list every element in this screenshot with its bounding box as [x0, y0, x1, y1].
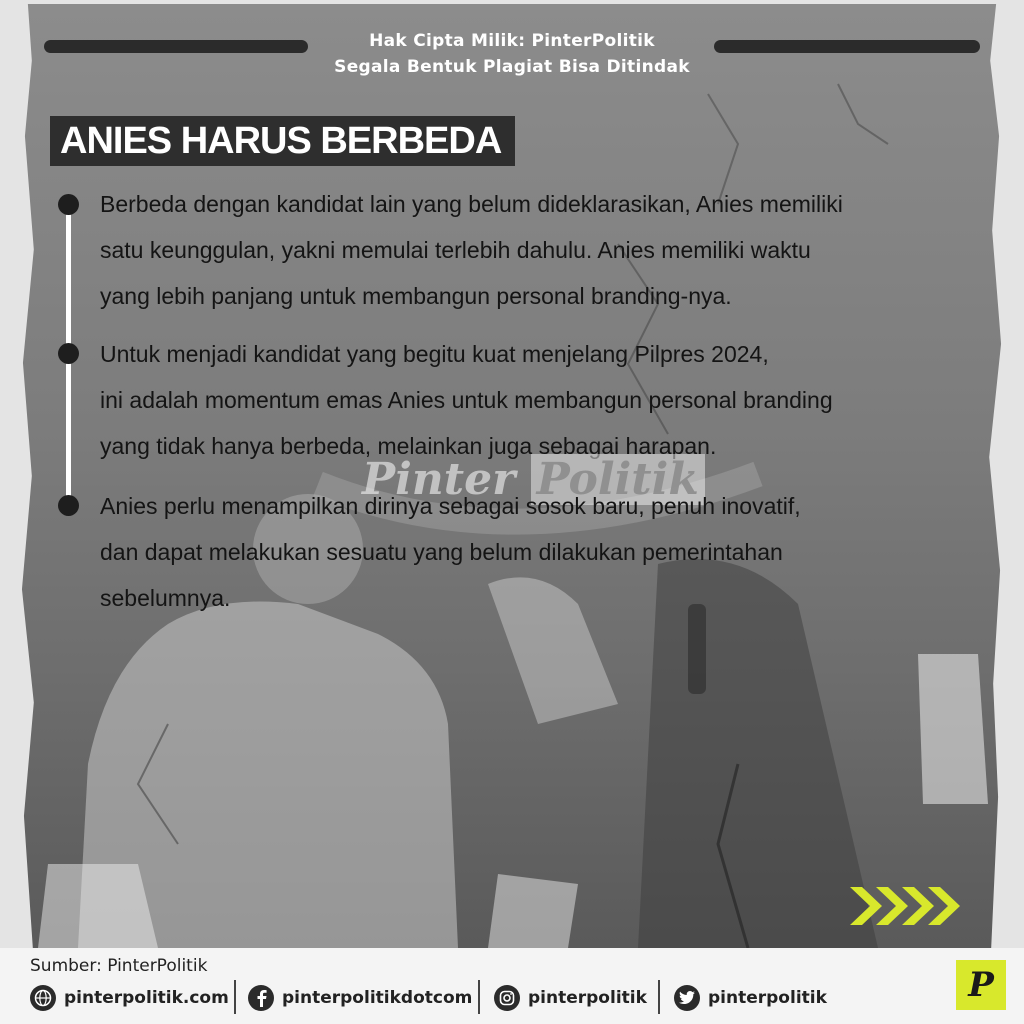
logo-letter: P — [968, 965, 994, 1005]
divider — [234, 980, 236, 1014]
pinterpolitik-logo — [956, 960, 1006, 1010]
headline-box — [50, 116, 515, 166]
bullet-line: ini adalah momentum emas Anies untuk membangun personal branding — [100, 387, 833, 413]
bullet-line: dan dapat melakukan sesuatu yang belum dilakukan pemerintahan — [100, 539, 783, 565]
bullet-line: Untuk menjadi kandidat yang begitu kuat menjelang Pilpres 2024, — [100, 341, 769, 367]
social-website[interactable] — [30, 984, 229, 1012]
chevron-arrows-icon — [848, 885, 960, 927]
bullet-line: yang tidak hanya berbeda, melainkan juga sebagai harapan. — [100, 433, 717, 459]
bullet-text-3 — [100, 483, 990, 621]
bullet-line: yang lebih panjang untuk membangun personal branding-nya. — [100, 283, 732, 309]
facebook-icon — [248, 985, 274, 1011]
header-bar-left — [44, 40, 308, 53]
social-facebook[interactable] — [248, 984, 472, 1012]
globe-icon — [30, 985, 56, 1011]
social-label: pinterpolitik — [528, 988, 647, 1008]
divider — [478, 980, 480, 1014]
bullet-text-1 — [100, 181, 990, 319]
watermark-part-1: Pinter — [362, 454, 516, 505]
social-twitter[interactable] — [674, 984, 827, 1012]
bullet-line: Anies perlu menampilkan dirinya sebagai sosok baru, penuh inovatif, — [100, 493, 801, 519]
bullet-line: sebelumnya. — [100, 585, 231, 611]
bullet-dot-3 — [58, 495, 79, 516]
bullet-line: satu keunggulan, yakni memulai terlebih dahulu. Anies memiliki waktu — [100, 237, 811, 263]
header-bar-right — [714, 40, 980, 53]
bullet-dot-2 — [58, 343, 79, 364]
bullet-dot-1 — [58, 194, 79, 215]
copyright-line-2: Segala Bentuk Plagiat Bisa Ditindak — [334, 57, 690, 77]
watermark-part-2: Politik — [531, 454, 705, 505]
bullet-line: Berbeda dengan kandidat lain yang belum dideklarasikan, Anies memiliki — [100, 191, 843, 217]
instagram-icon — [494, 985, 520, 1011]
social-label: pinterpolitikdotcom — [282, 988, 473, 1008]
divider — [658, 980, 660, 1014]
social-label: pinterpolitik.com — [64, 988, 229, 1008]
copyright-line-1: Hak Cipta Milik: PinterPolitik — [369, 31, 655, 51]
bullet-text-2 — [100, 331, 990, 469]
source-label: Sumber: PinterPolitik — [30, 956, 208, 976]
headline: ANIES HARUS BERBEDA — [60, 120, 502, 162]
twitter-icon — [674, 985, 700, 1011]
social-label: pinterpolitik — [708, 988, 827, 1008]
social-instagram[interactable] — [494, 984, 647, 1012]
